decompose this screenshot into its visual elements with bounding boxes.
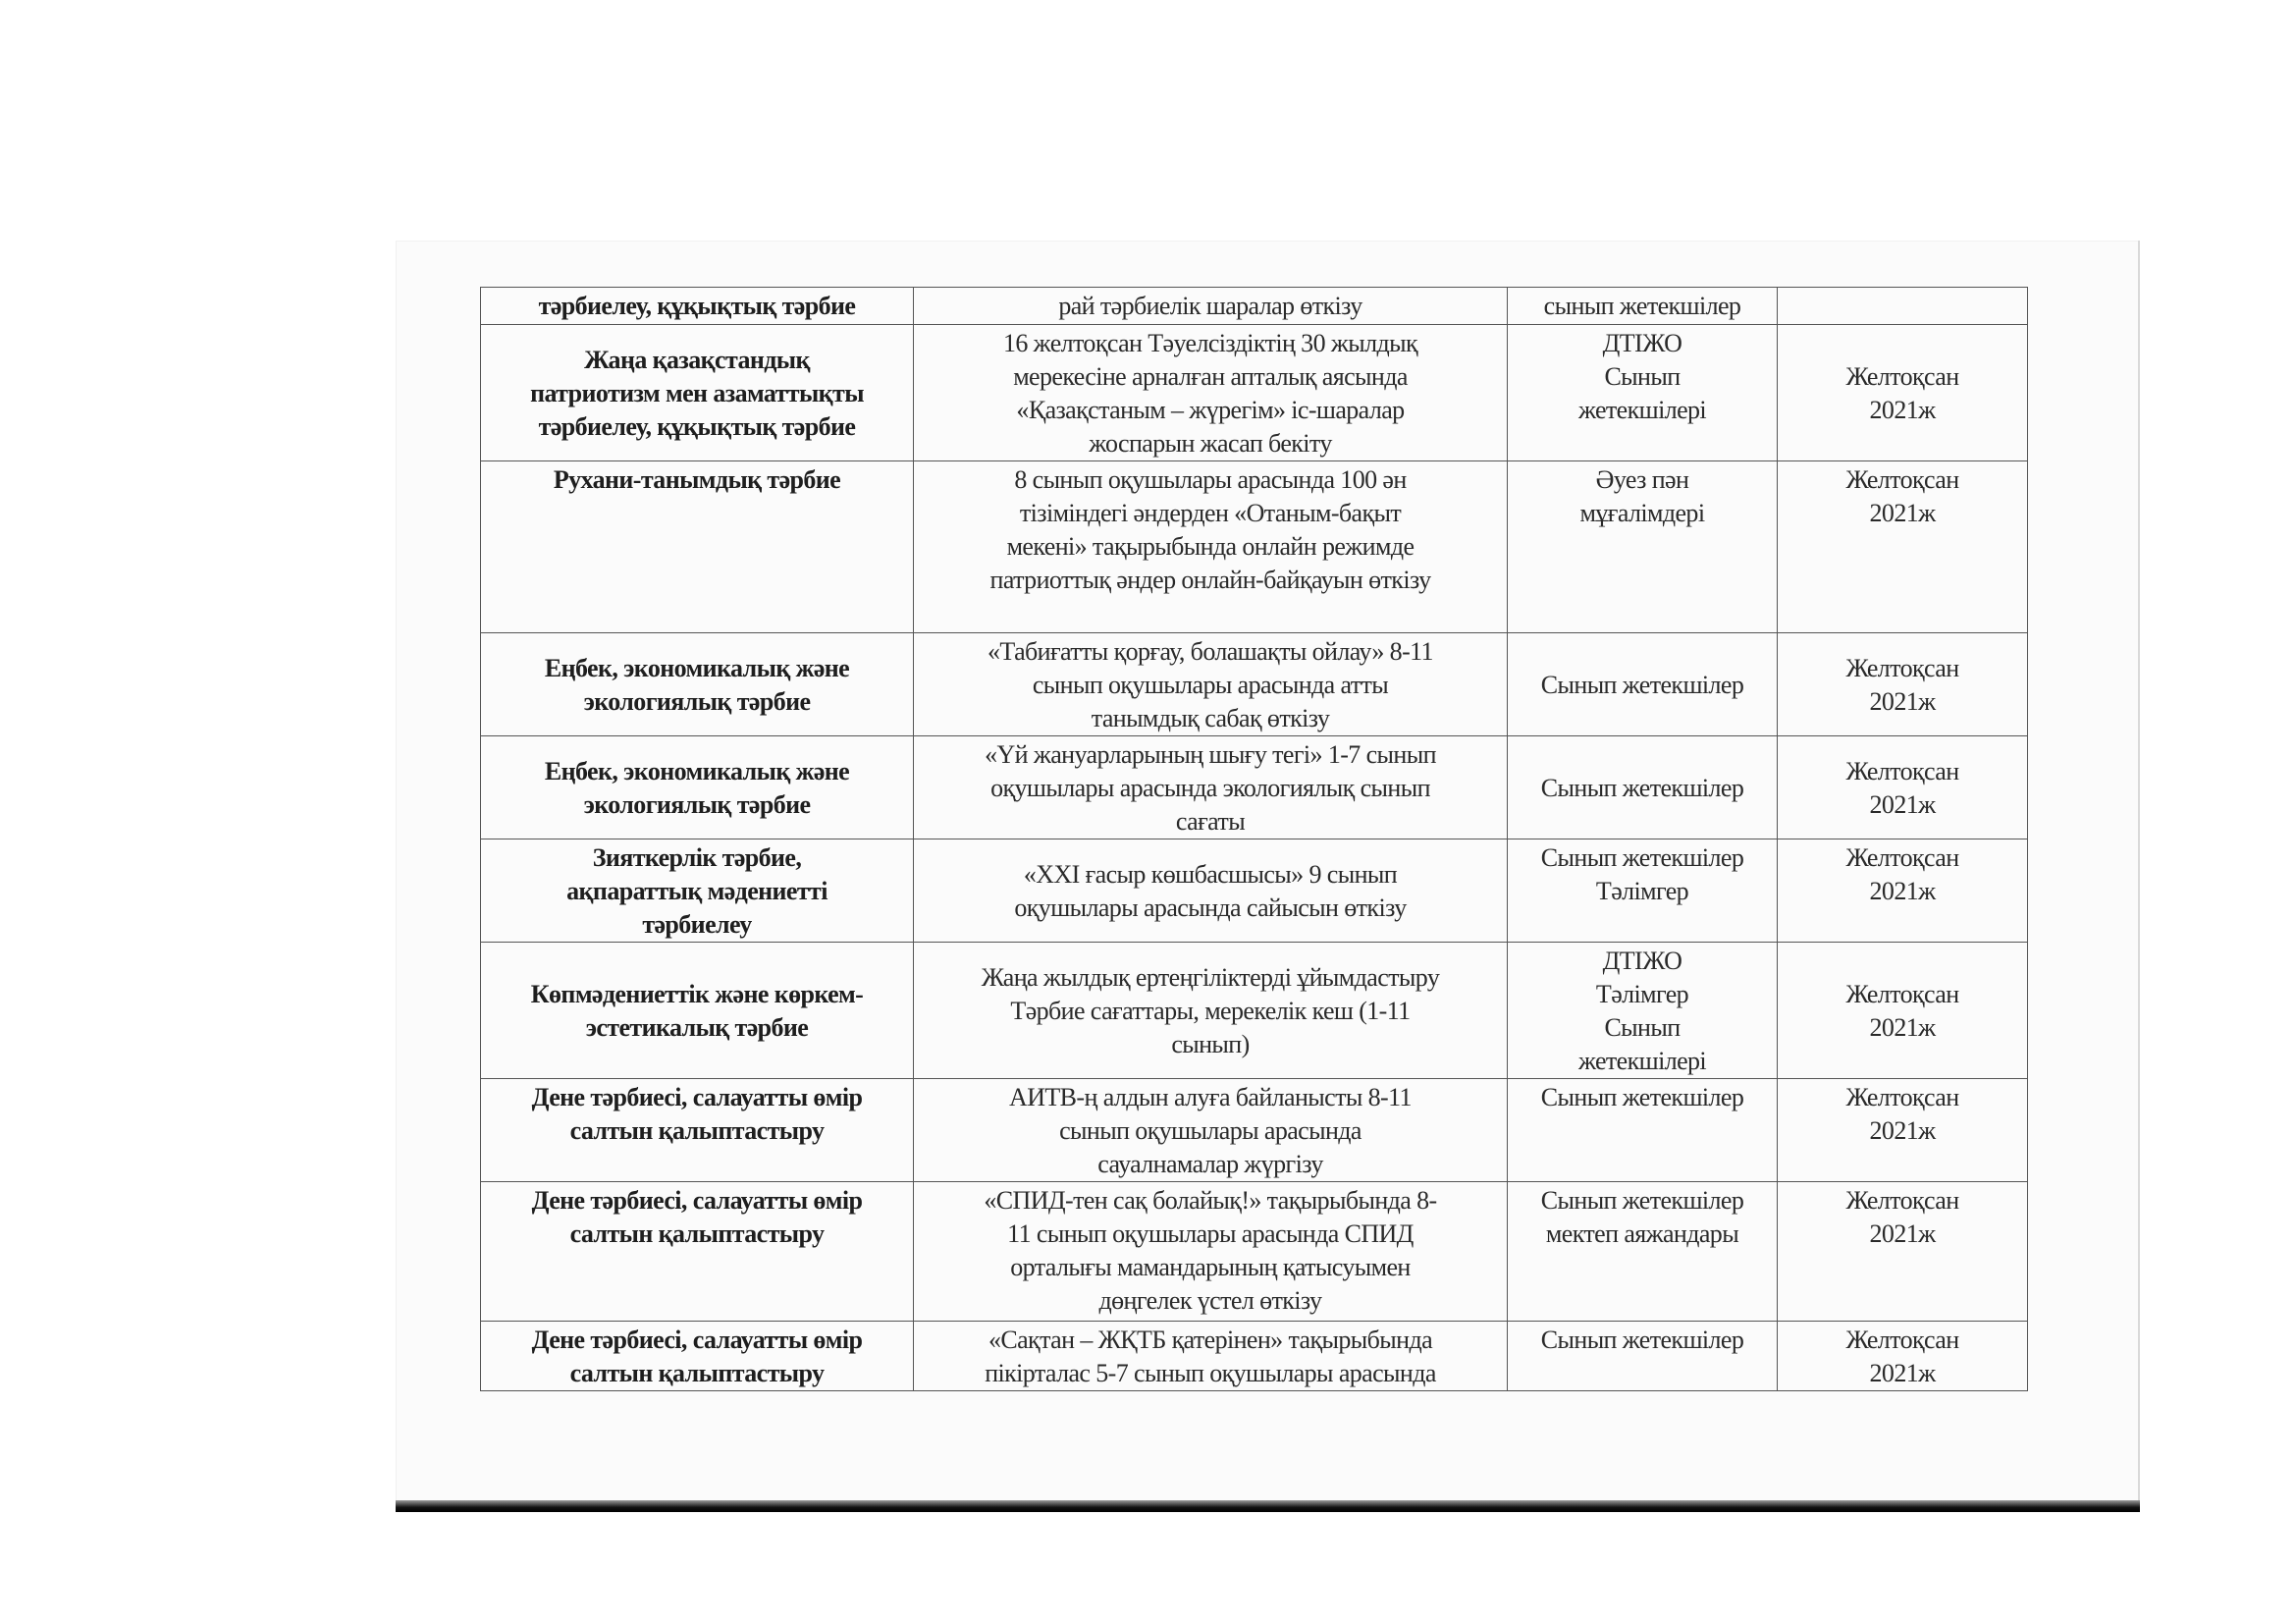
deadline-cell [1778, 288, 2028, 325]
cell-text-line: сынып оқушылары арасында атты [1032, 671, 1389, 699]
cell-text-line: Дене тәрбиесі, салауатты өмір [531, 1083, 863, 1111]
cell-text-line: ДТІЖО [1602, 329, 1682, 357]
cell-text-line: Дене тәрбиесі, салауатты өмір [531, 1326, 863, 1354]
cell-text-line: Сынып [1604, 1013, 1681, 1042]
responsible-cell [1508, 1182, 1778, 1322]
direction-cell [481, 325, 914, 461]
cell-text-line: «Сақтан – ЖҚТБ қатерінен» тақырыбында [988, 1326, 1433, 1354]
responsible-cell [1508, 1322, 1778, 1391]
cell-text-line: Сынып [1604, 362, 1681, 391]
cell-text-line: тәрбиелеу, құқықтық тәрбие [538, 292, 856, 320]
cell-text-line: Желтоқсан [1845, 843, 1959, 872]
cell-text-line: жетекшілері [1577, 1047, 1707, 1075]
cell-text-line: Тәлімгер [1595, 980, 1689, 1008]
cell-text-line: 2021ж [1869, 499, 1936, 527]
cell-text-line: Жаңа жылдық ертеңгіліктерді ұйымдастыру [981, 963, 1440, 992]
cell-text-line: салтын қалыптастыру [569, 1116, 825, 1145]
cell-text-line: Жаңа қазақстандық [584, 346, 810, 374]
deadline-cell [1778, 633, 2028, 736]
cell-text-line: сауалнамалар жүргізу [1097, 1150, 1323, 1178]
deadline-cell [1778, 461, 2028, 633]
responsible-cell [1508, 943, 1778, 1079]
cell-text-line: Желтоқсан [1845, 654, 1959, 682]
cell-text-line: сынып оқушылары арасында [1059, 1116, 1362, 1145]
cell-text-line: салтын қалыптастыру [569, 1359, 825, 1387]
cell-text-line: ДТІЖО [1602, 947, 1682, 975]
cell-text-line: 2021ж [1869, 1116, 1936, 1145]
table-row [481, 839, 2028, 943]
activity-cell [914, 461, 1508, 633]
table-row [481, 1182, 2028, 1322]
deadline-cell [1778, 839, 2028, 943]
cell-text-line: Тәлімгер [1595, 877, 1689, 905]
cell-text-line: Рухани-танымдық тәрбие [553, 465, 841, 494]
cell-text-line: Желтоқсан [1845, 757, 1959, 785]
table-row [481, 633, 2028, 736]
cell-text-line: Еңбек, экономикалық және [544, 757, 850, 785]
activity-plan-table [480, 287, 2028, 1391]
cell-text-line: Әуез пән [1595, 465, 1689, 494]
cell-text-line: сынып жетекшілер [1543, 292, 1741, 320]
table-row [481, 325, 2028, 461]
activity-cell [914, 325, 1508, 461]
activity-cell [914, 633, 1508, 736]
activity-cell [914, 736, 1508, 839]
deadline-cell [1778, 325, 2028, 461]
responsible-cell [1508, 736, 1778, 839]
cell-text-line: Сынып жетекшілер [1540, 843, 1744, 872]
cell-text-line: Желтоқсан [1845, 1326, 1959, 1354]
cell-text-line: Сынып жетекшілер [1540, 671, 1744, 699]
cell-text-line: Сынып жетекшілер [1540, 1083, 1744, 1111]
direction-cell [481, 736, 914, 839]
activity-cell [914, 288, 1508, 325]
activity-cell [914, 839, 1508, 943]
cell-text-line: Еңбек, экономикалық және [544, 654, 850, 682]
responsible-cell [1508, 288, 1778, 325]
cell-text-line: Желтоқсан [1845, 362, 1959, 391]
cell-text-line: «Табиғатты қорғау, болашақты ойлау» 8-11 [988, 637, 1433, 666]
cell-text-line: 2021ж [1869, 1013, 1936, 1042]
direction-cell [481, 839, 914, 943]
activity-cell [914, 1322, 1508, 1391]
cell-text-line: мекені» тақырыбында онлайн режимде [1006, 532, 1415, 561]
cell-text-line: салтын қалыптастыру [569, 1219, 825, 1248]
cell-text-line: «СПИД-тен сақ болайық!» тақырыбында 8- [984, 1186, 1437, 1215]
table-row [481, 1322, 2028, 1391]
cell-text-line: Тәрбие сағаттары, мерекелік кеш (1-11 [1010, 997, 1411, 1025]
cell-text-line: дөңгелек үстел өткізу [1098, 1286, 1322, 1315]
cell-text-line: 2021ж [1869, 1219, 1936, 1248]
direction-cell [481, 943, 914, 1079]
responsible-cell [1508, 461, 1778, 633]
cell-text-line: тәрбиелеу [642, 910, 752, 939]
cell-text-line: оқушылары арасында экологиялық сынып [990, 774, 1430, 802]
cell-text-line: рай тәрбиелік шаралар өткізу [1058, 292, 1362, 320]
deadline-cell [1778, 1182, 2028, 1322]
cell-text-line: патриотизм мен азаматтықты [530, 379, 864, 407]
scan-bottom-shadow [396, 1500, 2140, 1512]
table-body [481, 288, 2028, 1391]
cell-text-line: 16 желтоқсан Тәуелсіздіктің 30 жылдық [1002, 329, 1418, 357]
cell-text-line: Желтоқсан [1845, 1083, 1959, 1111]
direction-cell [481, 1079, 914, 1182]
activity-cell [914, 1079, 1508, 1182]
cell-text-line: 2021ж [1869, 877, 1936, 905]
cell-text-line: мерекесіне арналған апталық аясында [1013, 362, 1408, 391]
cell-text-line: патриоттық әндер онлайн-байқауын өткізу [989, 566, 1431, 594]
direction-cell [481, 288, 914, 325]
cell-text-line: 2021ж [1869, 1359, 1936, 1387]
table-row [481, 288, 2028, 325]
cell-text-line: ақпараттық мәдениетті [566, 877, 828, 905]
cell-text-line: мұғалімдері [1579, 499, 1705, 527]
cell-text-line: эстетикалық тәрбие [585, 1013, 809, 1042]
table-row [481, 943, 2028, 1079]
cell-text-line: Желтоқсан [1845, 465, 1959, 494]
cell-text-line: Зияткерлік тәрбие, [592, 843, 802, 872]
cell-text-line: Сынып жетекшілер [1540, 1186, 1744, 1215]
cell-text-line: танымдық сабақ өткізу [1091, 704, 1330, 732]
direction-cell [481, 1182, 914, 1322]
table-row [481, 736, 2028, 839]
deadline-cell [1778, 1322, 2028, 1391]
cell-text-line: 8 сынып оқушылары арасында 100 ән [1014, 465, 1407, 494]
table-row [481, 461, 2028, 633]
cell-text-line: тізіміндегі әндерден «Отаным-бақыт [1019, 499, 1402, 527]
responsible-cell [1508, 839, 1778, 943]
cell-text-line: 2021ж [1869, 396, 1936, 424]
direction-cell [481, 633, 914, 736]
cell-text-line: «Қазақстаным – жүрегім» іс-шаралар [1016, 396, 1405, 424]
cell-text-line: жетекшілері [1577, 396, 1707, 424]
direction-cell [481, 1322, 914, 1391]
activity-cell [914, 943, 1508, 1079]
responsible-cell [1508, 1079, 1778, 1182]
direction-cell [481, 461, 914, 633]
cell-text-line: 11 сынып оқушылары арасында СПИД [1007, 1219, 1414, 1248]
cell-text-line: экологиялық тәрбие [583, 687, 811, 716]
cell-text-line: «Үй жануарларының шығу тегі» 1-7 сынып [985, 740, 1436, 769]
cell-text-line: Сынып жетекшілер [1540, 774, 1744, 802]
cell-text-line: сынып) [1171, 1030, 1250, 1058]
cell-text-line: «XXI ғасыр көшбасшысы» 9 сынып [1023, 860, 1398, 889]
cell-text-line: АИТВ-ң алдын алуға байланысты 8-11 [1009, 1083, 1412, 1111]
cell-text-line: Дене тәрбиесі, салауатты өмір [531, 1186, 863, 1215]
cell-text-line: Көпмәдениеттік және көркем- [530, 980, 864, 1008]
responsible-cell [1508, 325, 1778, 461]
deadline-cell [1778, 736, 2028, 839]
cell-text-line: 2021ж [1869, 790, 1936, 819]
cell-text-line: пікірталас 5-7 сынып оқушылары арасында [985, 1359, 1436, 1387]
scan-edge [2138, 241, 2140, 1502]
deadline-cell [1778, 1079, 2028, 1182]
responsible-cell [1508, 633, 1778, 736]
cell-text-line: Желтоқсан [1845, 980, 1959, 1008]
table-row [481, 1079, 2028, 1182]
cell-text-line: сағаты [1175, 807, 1246, 836]
cell-text-line: мектеп аяжандары [1545, 1219, 1739, 1248]
cell-text-line: орталығы мамандарының қатысуымен [1010, 1253, 1411, 1281]
cell-text-line: Сынып жетекшілер [1540, 1326, 1744, 1354]
cell-text-line: тәрбиелеу, құқықтық тәрбие [538, 412, 856, 441]
cell-text-line: 2021ж [1869, 687, 1936, 716]
deadline-cell [1778, 943, 2028, 1079]
activity-cell [914, 1182, 1508, 1322]
cell-text-line: Желтоқсан [1845, 1186, 1959, 1215]
cell-text-line: экологиялық тәрбие [583, 790, 811, 819]
cell-text-line: жоспарын жасап бекіту [1089, 429, 1332, 458]
cell-text-line: оқушылары арасында сайысын өткізу [1014, 893, 1407, 922]
